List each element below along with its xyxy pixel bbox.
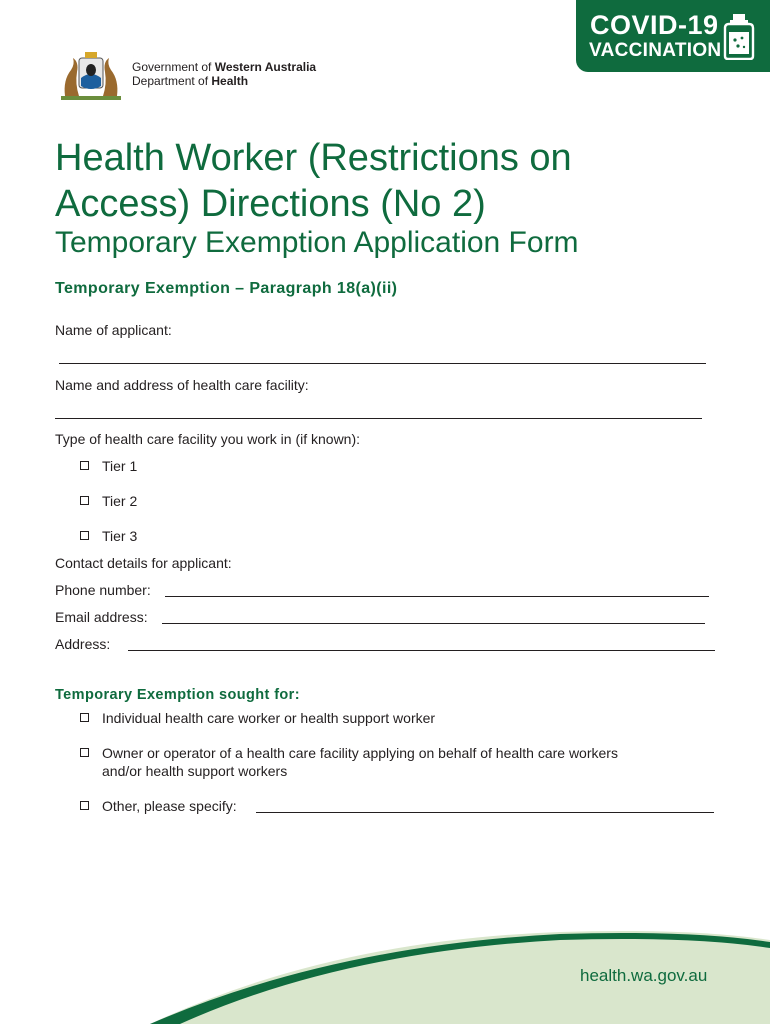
tier-3-label: Tier 3 [102,528,138,544]
other-option-label: Other, please specify: [102,798,237,814]
facility-field[interactable] [55,418,702,419]
contact-details-label: Contact details for applicant: [55,555,232,571]
footer-swoosh-graphic [0,900,770,1024]
government-name [132,60,316,74]
section-heading-exemption: Temporary Exemption sought for: [55,687,300,703]
tier-3-checkbox[interactable] [80,531,89,540]
other-checkbox[interactable] [80,801,89,810]
tier-1-label: Tier 1 [102,458,138,474]
badge-title: COVID-19 [590,10,719,40]
individual-option-label: Individual health care worker or health support worker [102,710,436,726]
vaccine-vial-icon [722,14,756,60]
covid-vaccination-badge [576,0,770,72]
page-title-line1: Health Worker (Restrictions on [55,137,572,179]
dept-bold: Health [211,74,249,88]
tier-2-checkbox[interactable] [80,496,89,505]
applicant-name-label: Name of applicant: [55,322,172,338]
footer-website-link[interactable]: health.wa.gov.au [580,966,708,985]
address-label: Address: [55,636,111,652]
tier-2-label: Tier 2 [102,493,138,509]
address-field[interactable] [128,650,715,651]
section-heading-paragraph: Temporary Exemption – Paragraph 18(a)(ii) [55,280,398,297]
dept-prefix: Department of [132,74,212,88]
owner-operator-label-line1: Owner or operator of a health care facility applying on behalf of health care workers [102,745,618,761]
phone-label: Phone number: [55,582,151,598]
individual-checkbox[interactable] [80,713,89,722]
department-name [132,74,248,88]
phone-field[interactable] [165,596,709,597]
facility-type-label: Type of health care facility you work in (if known): [55,431,361,447]
email-label: Email address: [55,609,148,625]
page-subtitle: Temporary Exemption Application Form [55,226,579,259]
facility-label: Name and address of health care facility: [55,377,309,393]
wa-coat-of-arms-logo [55,50,127,102]
badge-subtitle: VACCINATION [589,40,722,61]
email-field[interactable] [162,623,705,624]
gov-prefix: Government of [132,60,215,74]
page-title-line2: Access) Directions (No 2) [55,183,486,225]
gov-state: Western Australia [214,60,317,74]
owner-operator-label-line2: and/or health support workers [102,763,288,779]
tier-1-checkbox[interactable] [80,461,89,470]
applicant-name-field[interactable] [59,363,706,364]
owner-operator-checkbox[interactable] [80,748,89,757]
other-specify-field[interactable] [256,812,714,813]
